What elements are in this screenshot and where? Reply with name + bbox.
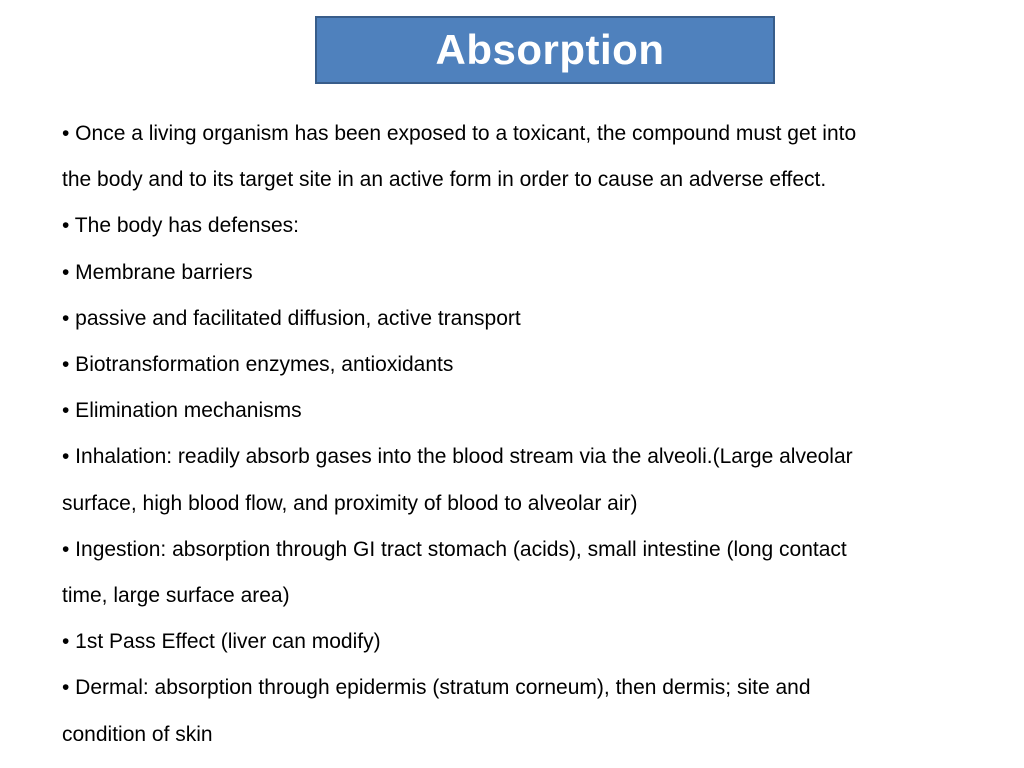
- slide-title-banner: [315, 16, 775, 84]
- body-line-1: • Once a living organism has been exposed to a toxicant, the compound must get into: [62, 122, 857, 145]
- body-line-6: • Biotransformation enzymes, antioxidants: [62, 353, 454, 377]
- body-line-9: surface, high blood flow, and proximity of blood to alveolar air): [62, 491, 638, 515]
- body-line-3: • The body has defenses:: [62, 214, 299, 238]
- body-line-10: • Ingestion: absorption through GI tract stomach (acids), small intestine (long contact: [62, 537, 847, 561]
- body-line-11: time, large surface area): [62, 584, 290, 608]
- slide-body: [62, 111, 982, 758]
- body-line-14: condition of skin: [62, 722, 213, 746]
- body-line-2: the body and to its target site in an active form in order to cause an adverse effect.: [62, 168, 827, 192]
- body-line-4: • Membrane barriers: [62, 260, 253, 284]
- body-line-8: • Inhalation: readily absorb gases into the blood stream via the alveoli.(Large alveolar: [62, 445, 853, 469]
- body-line-13: • Dermal: absorption through epidermis (stratum corneum), then dermis; site and: [62, 676, 811, 700]
- slide-title: Absorption: [435, 26, 665, 73]
- body-line-7: • Elimination mechanisms: [62, 399, 302, 423]
- body-line-12: • 1st Pass Effect (liver can modify): [62, 630, 381, 654]
- body-line-5: • passive and facilitated diffusion, active transport: [62, 306, 521, 330]
